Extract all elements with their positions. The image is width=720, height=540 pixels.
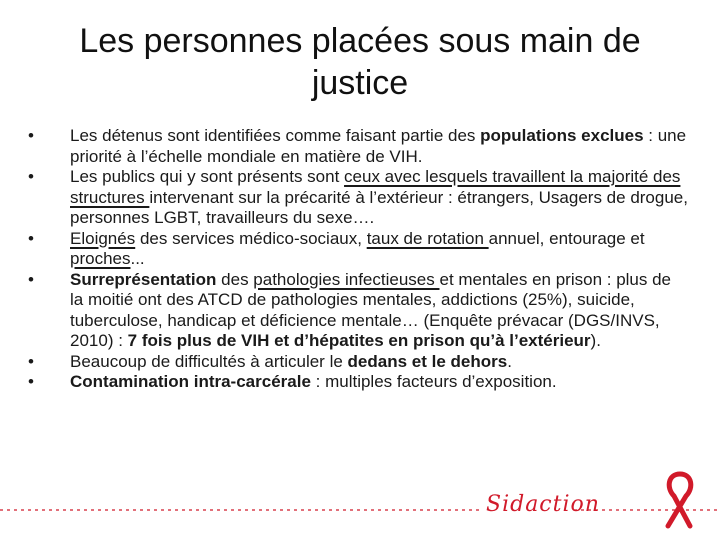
red-ribbon-icon [660,470,700,530]
bullet-text-segment: des [216,269,254,289]
bullet-text-segment: et mentales en prison : plus de la moitié ont des ATCD de pathologies mentales, addictions (25%), suicide, tuberculose, handicap et déficience mentale… (Enquête prévacar (DGS/INVS, 2010) : [70,269,672,350]
bullet-text-segment: Les détenus sont identifiées comme faisant partie des [70,126,481,145]
footer-dashed-line [0,496,720,526]
bullet-text-segment: taux de rotation [366,228,489,248]
bullet-text-segment: : multiples facteurs d’exposition. [310,372,557,391]
bullet-item [28,372,688,393]
bullet-text-segment: Surreprésentation [70,269,217,289]
bullet-text-segment: Les publics qui y sont présents sont [70,167,345,186]
bullet-text-segment: Contamination intra-carcérale [70,372,311,391]
bullet-item [28,126,688,167]
bullet-text-segment: 7 fois plus de VIH et d’hépatites en prison qu’à l’extérieur [127,331,591,350]
bullet-item [28,352,688,373]
bullet-text-segment: ceux avec lesquels travaillent la majorité des structures [70,167,681,207]
bullet-text-segment: pathologies infectieuses [253,269,440,289]
brand-logo-text: Sidaction [486,492,600,517]
bullet-text-segment: Beaucoup de difficultés à articuler le [70,351,348,371]
bullet-text-segment: Eloignés [70,228,136,248]
bullet-text-segment: annuel, entourage et [488,228,645,248]
bullet-item [28,167,688,229]
bullet-list [28,126,688,393]
bullet-item [28,229,688,270]
bullet-text-segment: des services médico-sociaux, [135,228,367,248]
bullet-text-segment: proches [70,249,131,268]
slide-title: Les personnes placées sous main de justice [79,22,641,102]
bullet-text-segment: populations exclues [480,126,644,145]
bullet-item [28,270,688,352]
bullet-text-segment: intervenant sur la précarité à l’extérieur : étrangers, Usagers de drogue, personnes LGBT, travailleurs du sexe…. [70,187,688,227]
bullet-text-segment: ). [590,331,601,350]
bullet-text-segment: : une priorité à l’échelle mondiale en matière de VIH. [70,126,687,166]
bullet-text-segment: ... [130,249,145,268]
bullet-text-segment: dedans et le dehors [347,351,508,371]
bullet-text-segment: . [507,351,512,371]
